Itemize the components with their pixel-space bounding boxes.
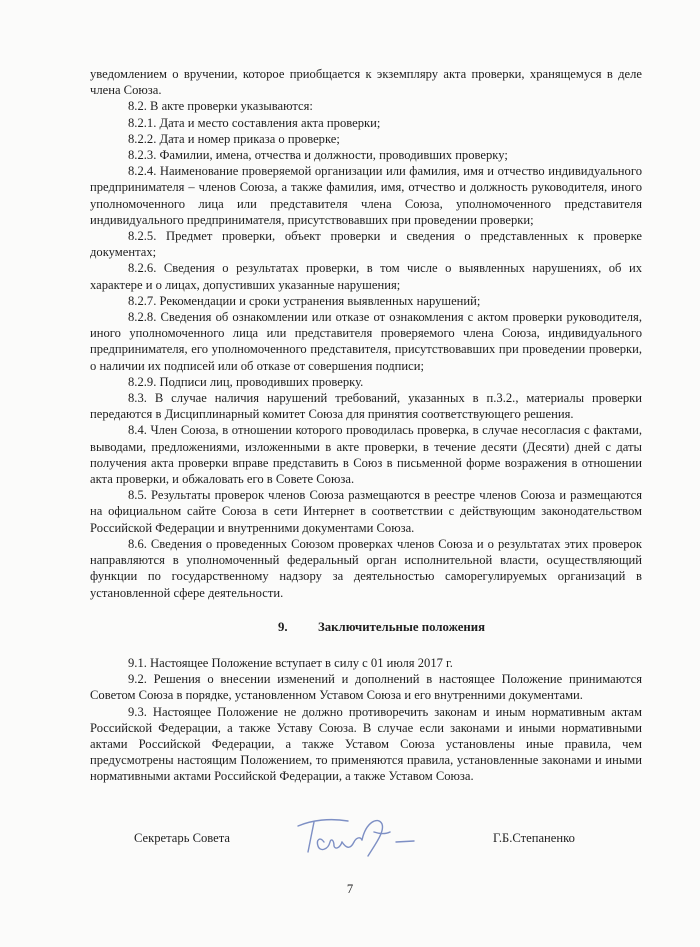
paragraph-8-2-9: 8.2.9. Подписи лиц, проводивших проверку.: [128, 374, 364, 389]
paragraph-8-6: 8.6. Сведения о проведенных Союзом проверках членов Союза и о результатах этих проверок направляются в уполномоченный федеральный орган исполнительной власти, осуществляющий функции по государственному надзору за деятельностью саморегулируемых организаций в установленной сфере деятельности.: [90, 536, 642, 600]
paragraph-8-2-6: 8.2.6. Сведения о результатах проверки, в том числе о выявленных нарушениях, об их характере и о лицах, допустивших указанные нарушения;: [90, 261, 642, 292]
paragraph-8-2-5: 8.2.5. Предмет проверки, объект проверки и сведения о представленных к проверке документах;: [90, 229, 642, 260]
paragraph-8-2-3: 8.2.3. Фамилии, имена, отчества и должности, проводивших проверку;: [128, 148, 508, 163]
paragraph-8-5: 8.5. Результаты проверок членов Союза размещаются в реестре членов Союза и размещаются на официальном сайте Союза в сети Интернет в соответствии с действующим законодательством Российской Федерации и внутренними документами Союза.: [90, 488, 642, 535]
paragraph-8-2-4: 8.2.4. Наименование проверяемой организации или фамилия, имя и отчество индивидуального предпринимателя – членов Союза, а также фамилия, имя, отчество и должность руководителя, иного уполномоченного лица или представителя члена Союза, уполномоченного представителя индивидуального предпринимателя, присутствовавших при проведении проверки;: [90, 164, 642, 227]
paragraph-8-2-2: 8.2.2. Дата и номер приказа о проверке;: [128, 131, 340, 146]
section-heading: [90, 619, 642, 635]
signatory-position: Секретарь Совета: [134, 831, 230, 845]
paragraph-8-2-7: 8.2.7. Рекомендации и сроки устранения выявленных нарушений;: [128, 293, 481, 308]
paragraph-9-3: 9.3. Настоящее Положение не должно противоречить законам и иным нормативным актам Российской Федерации, а также Уставу Союза. В случае если законами и иными нормативными актами Российской Федерации, а также Уставом Союза установлены иные правила, чем предусмотрены настоящим Положением, то применяются правила, установленные законами и иными нормативными актами Российской Федерации, а также Уставом Союза.: [90, 704, 642, 784]
paragraph-8-3: 8.3. В случае наличия нарушений требований, указанных в п.3.2., материалы проверки передаются в Дисциплинарный комитет Союза для принятия соответствующего решения.: [90, 391, 642, 422]
section-title: Заключительные положения: [318, 619, 486, 634]
handwritten-signature: [290, 812, 430, 860]
page-number: 7: [346, 882, 354, 896]
paragraph-continuation: уведомлением о вручении, которое приобщается к экземпляру акта проверки, хранящемуся в деле члена Союза.: [90, 67, 642, 98]
section-number: 9.: [278, 619, 288, 634]
paragraph-8-2-8: 8.2.8. Сведения об ознакомлении или отказе от ознакомления с актом проверки руководителя, иного уполномоченного лица или представителя проверяемого члена Союза, индивидуального предпринимателя, его уполномоченного представителя, присутствовавших при проведении проверки, о наличии их подписей или об отказе от совершения подписи;: [90, 310, 642, 373]
signature-block: [0, 822, 700, 862]
paragraph-8-4: 8.4. Член Союза, в отношении которого проводилась проверка, в случае несогласия с фактами, выводами, предложениями, изложенными в акте проверки, в течение десяти (Десяти) дней с даты получения акта проверки вправе представить в Союз в письменной форме возражения в отношении акта проверки, и обжаловать его в Совете Союза.: [90, 423, 642, 487]
paragraph-8-2-1: 8.2.1. Дата и место составления акта проверки;: [128, 115, 381, 130]
signatory-name: Г.Б.Степаненко: [493, 831, 575, 845]
paragraph-9-1: 9.1. Настоящее Положение вступает в силу с 01 июля 2017 г.: [128, 655, 453, 670]
paragraph-8-2: 8.2. В акте проверки указываются:: [128, 99, 313, 114]
document-body: [90, 66, 642, 785]
paragraph-9-2: 9.2. Решения о внесении изменений и дополнений в настоящее Положение принимаются Советом Союза в порядке, установленном Уставом Союза и его внутренними документами.: [90, 672, 642, 703]
